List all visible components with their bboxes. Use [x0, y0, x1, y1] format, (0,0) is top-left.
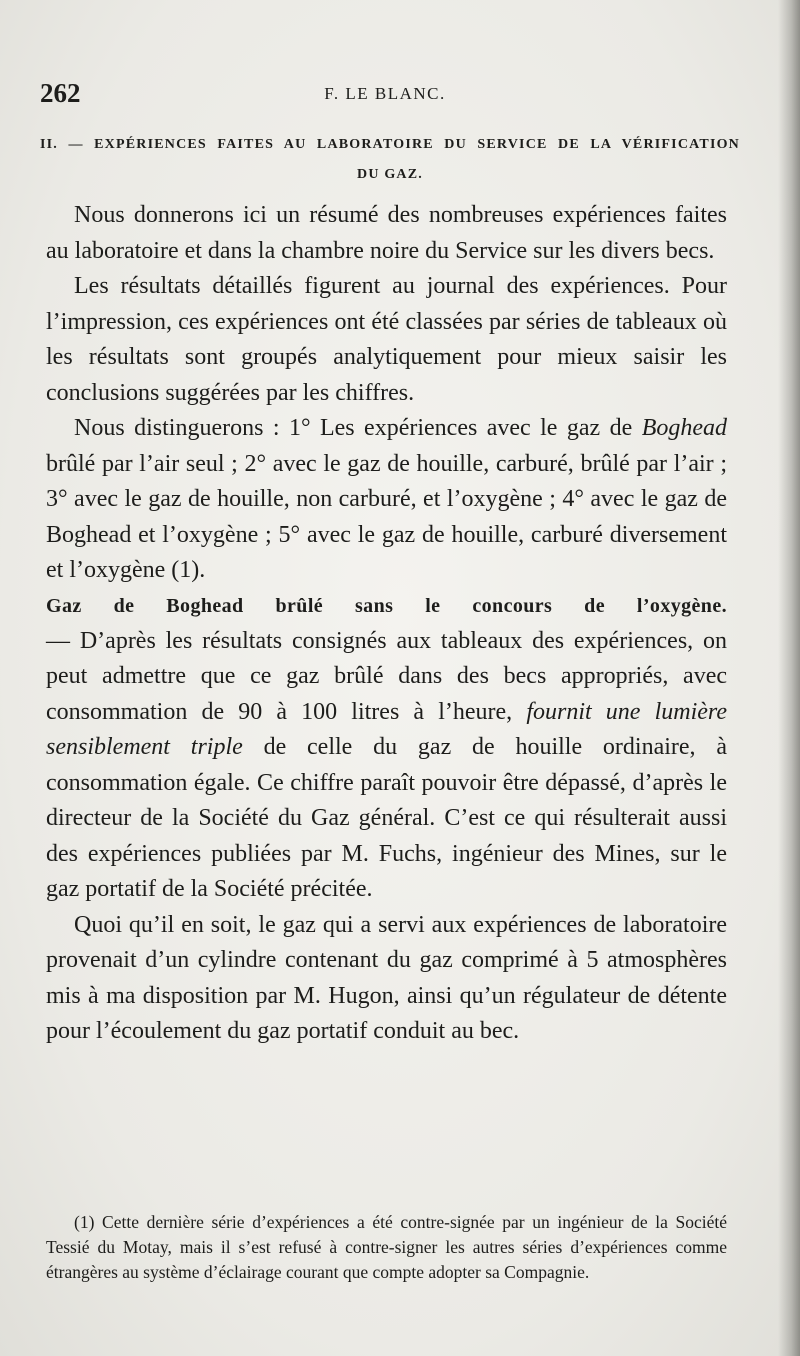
paragraph-1: Nous donnerons ici un résumé des nombreuses expériences faites au laboratoire et dans la chambre noire du Service sur les divers becs. — [46, 202, 727, 264]
body-text — [46, 198, 727, 1050]
paragraph-2: Les résultats détaillés figurent au journal des expériences. Pour l’impression, ces expériences ont été classées par séries de tableaux où les résultats sont groupés analytiquement pour mieux saisir les conclusions suggérées par les chiffres. — [46, 273, 727, 406]
paragraph-3 — [46, 411, 727, 589]
section-heading-line-2: DU GAZ. — [357, 167, 423, 182]
subsection-heading: Gaz de Boghead brûlé sans le concours de l’oxygène. — [46, 594, 727, 617]
paragraph-3-part-b: brûlé par l’air seul ; 2° avec le gaz de houille, carburé, brûlé par l’air ; 3° avec le gaz de houille, non carburé, et l’oxygène ; 4° avec le gaz de Boghead et l’oxygène ; 5° avec le gaz de houille, carburé diversement et l’oxygène (1). — [46, 450, 727, 583]
paragraph-5: Quoi qu’il en soit, le gaz qui a servi aux expériences de laboratoire provenait d’un cylindre contenant du gaz comprimé à 5 atmosphères mis à ma disposition par M. Hugon, ainsi qu’un régulateur de détente pour l’écoulement du gaz portatif conduit au bec. — [46, 911, 727, 1044]
footnote: (1) Cette dernière série d’expériences a été contre-signée par un ingénieur de la Société Tessié du Motay, mais il s’est refusé à contre-signer les autres séries d’expériences comme étrangères au système d’éclairage courant que compte adopter sa Compagnie. — [46, 1212, 727, 1282]
section-heading — [40, 130, 740, 190]
paragraph-3-part-a: Nous distinguerons : 1° Les expériences avec le gaz de — [74, 415, 642, 441]
paragraph-4-part-a: — D’après les résultats consignés aux tableaux des expériences, on peut admettre que ce gaz brûlé dans des becs appropriés, avec consommation de 90 à 100 litres à l’heure, — [46, 627, 727, 725]
running-head: F. LE BLANC. — [324, 84, 446, 103]
section-heading-line-1: II. — EXPÉRIENCES FAITES AU LABORATOIRE DU SERVICE DE LA VÉRIFICATION — [40, 137, 740, 152]
page-number: 262 — [40, 78, 81, 108]
paragraph-3-italic: Boghead — [641, 415, 727, 441]
paragraph-4-italic: fournit une lumière sensiblement triple — [46, 698, 728, 760]
paragraph-4-part-b: de celle du gaz de houille ordinaire, à consommation égale. Ce chiffre paraît pouvoir être dépassé, d’après le directeur de la Société du Gaz général. C’est ce qui résulterait aussi des expériences publiées par M. Fuchs, ingénieur des Mines, sur le gaz portatif de la Société précitée. — [46, 734, 728, 902]
page-spine-shadow — [778, 0, 800, 1356]
subsection-paragraph — [46, 589, 727, 908]
page-header — [40, 78, 730, 110]
